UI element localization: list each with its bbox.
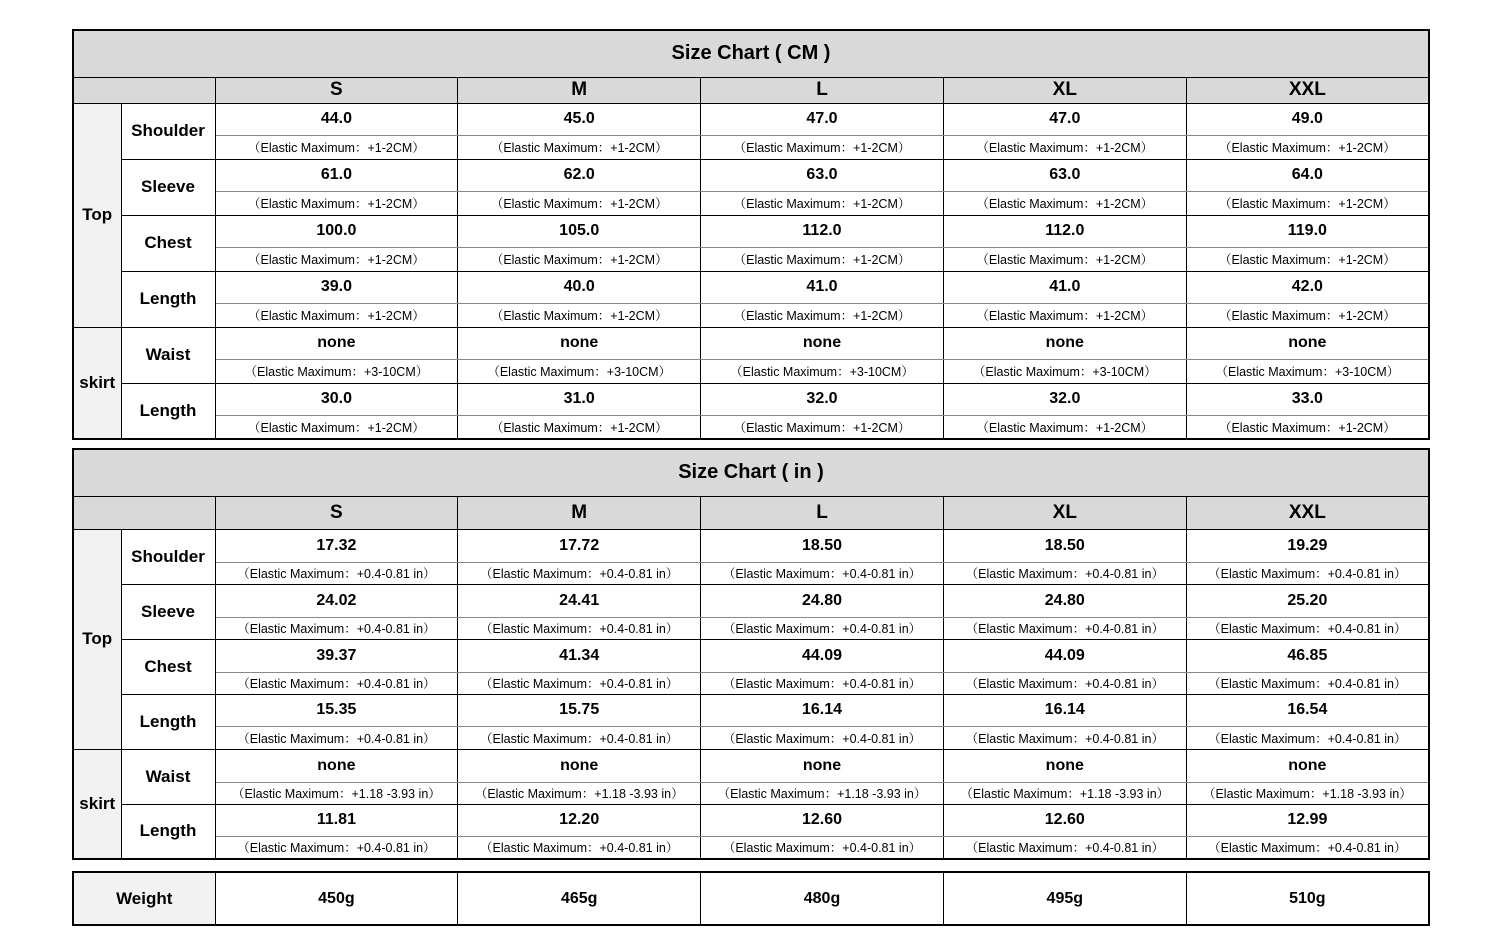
table-row xyxy=(73,383,1429,415)
measure-label: Length xyxy=(121,694,215,749)
measure-value: none xyxy=(458,327,701,359)
elastic-note: （Elastic Maximum：+0.4-0.81 in） xyxy=(458,836,701,859)
elastic-note: （Elastic Maximum：+0.4-0.81 in） xyxy=(701,672,944,694)
measure-label: Chest xyxy=(121,215,215,271)
measure-value: 17.32 xyxy=(215,529,458,562)
measure-value: 47.0 xyxy=(701,103,944,135)
group-label-skirt: skirt xyxy=(73,327,121,439)
elastic-note: （Elastic Maximum：+1-2CM） xyxy=(215,135,458,159)
elastic-note: （Elastic Maximum：+0.4-0.81 in） xyxy=(215,672,458,694)
chart-title-row xyxy=(73,449,1429,496)
elastic-note: （Elastic Maximum：+1-2CM） xyxy=(215,191,458,215)
group-label-top: Top xyxy=(73,103,121,327)
elastic-note: （Elastic Maximum：+1-2CM） xyxy=(1186,247,1429,271)
size-header-row xyxy=(73,77,1429,103)
size-header-m: M xyxy=(458,496,701,529)
group-label-top: Top xyxy=(73,529,121,749)
measure-value: 41.34 xyxy=(458,639,701,672)
measure-label: Waist xyxy=(121,749,215,804)
elastic-note: （Elastic Maximum：+1.18 -3.93 in） xyxy=(943,782,1186,804)
measure-value: 12.60 xyxy=(701,804,944,836)
weight-value-l: 480g xyxy=(701,872,944,925)
measure-value: 45.0 xyxy=(458,103,701,135)
measure-value: none xyxy=(943,749,1186,782)
elastic-note: （Elastic Maximum：+1-2CM） xyxy=(1186,191,1429,215)
table-row-note xyxy=(73,726,1429,749)
table-row xyxy=(73,749,1429,782)
elastic-note: （Elastic Maximum：+3-10CM） xyxy=(1186,359,1429,383)
measure-value: 100.0 xyxy=(215,215,458,247)
size-header-l: L xyxy=(701,77,944,103)
measure-value: none xyxy=(215,327,458,359)
elastic-note: （Elastic Maximum：+1-2CM） xyxy=(458,303,701,327)
table-row-note xyxy=(73,782,1429,804)
elastic-note: （Elastic Maximum：+1-2CM） xyxy=(943,415,1186,439)
measure-value: 41.0 xyxy=(701,271,944,303)
elastic-note: （Elastic Maximum：+1-2CM） xyxy=(458,415,701,439)
measure-value: 44.09 xyxy=(943,639,1186,672)
measure-value: 16.14 xyxy=(943,694,1186,726)
size-header-xl: XL xyxy=(943,77,1186,103)
elastic-note: （Elastic Maximum：+0.4-0.81 in） xyxy=(458,562,701,584)
elastic-note: （Elastic Maximum：+0.4-0.81 in） xyxy=(1186,836,1429,859)
elastic-note: （Elastic Maximum：+1.18 -3.93 in） xyxy=(458,782,701,804)
elastic-note: （Elastic Maximum：+0.4-0.81 in） xyxy=(1186,672,1429,694)
measure-value: 40.0 xyxy=(458,271,701,303)
measure-value: 16.14 xyxy=(701,694,944,726)
elastic-note: （Elastic Maximum：+0.4-0.81 in） xyxy=(943,672,1186,694)
elastic-note: （Elastic Maximum：+3-10CM） xyxy=(215,359,458,383)
measure-value: 25.20 xyxy=(1186,584,1429,617)
measure-label: Length xyxy=(121,383,215,439)
elastic-note: （Elastic Maximum：+0.4-0.81 in） xyxy=(701,617,944,639)
measure-value: 24.80 xyxy=(701,584,944,617)
elastic-note: （Elastic Maximum：+0.4-0.81 in） xyxy=(215,726,458,749)
measure-value: 49.0 xyxy=(1186,103,1429,135)
weight-table xyxy=(72,871,1430,926)
measure-value: 24.02 xyxy=(215,584,458,617)
table-row-note xyxy=(73,303,1429,327)
chart-title-row xyxy=(73,30,1429,77)
elastic-note: （Elastic Maximum：+1-2CM） xyxy=(458,247,701,271)
measure-value: 32.0 xyxy=(701,383,944,415)
measure-value: none xyxy=(701,749,944,782)
measure-value: 12.99 xyxy=(1186,804,1429,836)
measure-label: Chest xyxy=(121,639,215,694)
measure-value: 32.0 xyxy=(943,383,1186,415)
elastic-note: （Elastic Maximum：+0.4-0.81 in） xyxy=(215,562,458,584)
table-row-note xyxy=(73,562,1429,584)
measure-value: none xyxy=(458,749,701,782)
weight-row xyxy=(73,872,1429,925)
elastic-note: （Elastic Maximum：+1-2CM） xyxy=(701,303,944,327)
table-row-note xyxy=(73,617,1429,639)
measure-value: 62.0 xyxy=(458,159,701,191)
measure-label: Shoulder xyxy=(121,103,215,159)
size-chart-in-table xyxy=(72,448,1430,860)
table-row xyxy=(73,159,1429,191)
measure-value: 18.50 xyxy=(701,529,944,562)
measure-value: 119.0 xyxy=(1186,215,1429,247)
elastic-note: （Elastic Maximum：+0.4-0.81 in） xyxy=(1186,562,1429,584)
measure-value: 12.20 xyxy=(458,804,701,836)
measure-value: 42.0 xyxy=(1186,271,1429,303)
table-row xyxy=(73,215,1429,247)
size-header-xxl: XXL xyxy=(1186,77,1429,103)
measure-value: 12.60 xyxy=(943,804,1186,836)
measure-value: 61.0 xyxy=(215,159,458,191)
measure-value: 30.0 xyxy=(215,383,458,415)
size-header-m: M xyxy=(458,77,701,103)
measure-value: 18.50 xyxy=(943,529,1186,562)
elastic-note: （Elastic Maximum：+3-10CM） xyxy=(458,359,701,383)
elastic-note: （Elastic Maximum：+3-10CM） xyxy=(943,359,1186,383)
measure-value: 44.0 xyxy=(215,103,458,135)
size-header-xxl: XXL xyxy=(1186,496,1429,529)
measure-label: Shoulder xyxy=(121,529,215,584)
table-row xyxy=(73,529,1429,562)
measure-value: 112.0 xyxy=(701,215,944,247)
elastic-note: （Elastic Maximum：+1-2CM） xyxy=(943,247,1186,271)
measure-value: none xyxy=(215,749,458,782)
table-row xyxy=(73,271,1429,303)
elastic-note: （Elastic Maximum：+1-2CM） xyxy=(943,135,1186,159)
measure-value: none xyxy=(1186,749,1429,782)
measure-label: Length xyxy=(121,804,215,859)
measure-label: Sleeve xyxy=(121,159,215,215)
chart-title: Size Chart ( CM ) xyxy=(73,30,1429,77)
measure-value: 31.0 xyxy=(458,383,701,415)
measure-value: none xyxy=(1186,327,1429,359)
measure-value: none xyxy=(943,327,1186,359)
measure-value: 64.0 xyxy=(1186,159,1429,191)
elastic-note: （Elastic Maximum：+0.4-0.81 in） xyxy=(458,672,701,694)
table-row xyxy=(73,804,1429,836)
elastic-note: （Elastic Maximum：+1-2CM） xyxy=(943,303,1186,327)
elastic-note: （Elastic Maximum：+0.4-0.81 in） xyxy=(215,836,458,859)
measure-value: 24.80 xyxy=(943,584,1186,617)
elastic-note: （Elastic Maximum：+0.4-0.81 in） xyxy=(943,726,1186,749)
measure-value: 19.29 xyxy=(1186,529,1429,562)
measure-value: 46.85 xyxy=(1186,639,1429,672)
measure-value: 16.54 xyxy=(1186,694,1429,726)
elastic-note: （Elastic Maximum：+1.18 -3.93 in） xyxy=(701,782,944,804)
elastic-note: （Elastic Maximum：+1-2CM） xyxy=(1186,415,1429,439)
elastic-note: （Elastic Maximum：+1.18 -3.93 in） xyxy=(1186,782,1429,804)
weight-label: Weight xyxy=(73,872,215,925)
size-chart-cm-table xyxy=(72,29,1430,440)
weight-value-xxl: 510g xyxy=(1186,872,1429,925)
header-blank-cell xyxy=(73,496,215,529)
elastic-note: （Elastic Maximum：+1-2CM） xyxy=(701,135,944,159)
measure-value: 63.0 xyxy=(943,159,1186,191)
elastic-note: （Elastic Maximum：+1-2CM） xyxy=(943,191,1186,215)
elastic-note: （Elastic Maximum：+1-2CM） xyxy=(458,191,701,215)
size-header-s: S xyxy=(215,496,458,529)
elastic-note: （Elastic Maximum：+1-2CM） xyxy=(701,191,944,215)
elastic-note: （Elastic Maximum：+1-2CM） xyxy=(215,247,458,271)
measure-value: 17.72 xyxy=(458,529,701,562)
measure-value: 15.75 xyxy=(458,694,701,726)
measure-value: 11.81 xyxy=(215,804,458,836)
elastic-note: （Elastic Maximum：+0.4-0.81 in） xyxy=(943,617,1186,639)
measure-label: Sleeve xyxy=(121,584,215,639)
size-chart-in-body xyxy=(73,449,1429,859)
elastic-note: （Elastic Maximum：+0.4-0.81 in） xyxy=(458,617,701,639)
size-header-s: S xyxy=(215,77,458,103)
measure-value: 63.0 xyxy=(701,159,944,191)
elastic-note: （Elastic Maximum：+1-2CM） xyxy=(215,303,458,327)
chart-title: Size Chart ( in ) xyxy=(73,449,1429,496)
table-row-note xyxy=(73,247,1429,271)
measure-value: 39.0 xyxy=(215,271,458,303)
table-row xyxy=(73,694,1429,726)
measure-value: 24.41 xyxy=(458,584,701,617)
measure-value: 44.09 xyxy=(701,639,944,672)
size-header-row xyxy=(73,496,1429,529)
elastic-note: （Elastic Maximum：+0.4-0.81 in） xyxy=(701,562,944,584)
measure-value: 33.0 xyxy=(1186,383,1429,415)
measure-label: Length xyxy=(121,271,215,327)
table-row-note xyxy=(73,359,1429,383)
elastic-note: （Elastic Maximum：+1-2CM） xyxy=(701,415,944,439)
table-row xyxy=(73,584,1429,617)
measure-value: 15.35 xyxy=(215,694,458,726)
measure-value: 112.0 xyxy=(943,215,1186,247)
size-header-xl: XL xyxy=(943,496,1186,529)
table-row-note xyxy=(73,672,1429,694)
table-row xyxy=(73,639,1429,672)
table-row-note xyxy=(73,191,1429,215)
measure-value: 47.0 xyxy=(943,103,1186,135)
elastic-note: （Elastic Maximum：+0.4-0.81 in） xyxy=(701,836,944,859)
elastic-note: （Elastic Maximum：+3-10CM） xyxy=(701,359,944,383)
table-row xyxy=(73,103,1429,135)
elastic-note: （Elastic Maximum：+0.4-0.81 in） xyxy=(215,617,458,639)
size-header-l: L xyxy=(701,496,944,529)
elastic-note: （Elastic Maximum：+1-2CM） xyxy=(1186,135,1429,159)
elastic-note: （Elastic Maximum：+1-2CM） xyxy=(215,415,458,439)
table-row xyxy=(73,327,1429,359)
elastic-note: （Elastic Maximum：+1-2CM） xyxy=(1186,303,1429,327)
elastic-note: （Elastic Maximum：+1-2CM） xyxy=(701,247,944,271)
elastic-note: （Elastic Maximum：+0.4-0.81 in） xyxy=(701,726,944,749)
table-row-note xyxy=(73,135,1429,159)
header-blank-cell xyxy=(73,77,215,103)
size-chart-cm-body xyxy=(73,30,1429,439)
elastic-note: （Elastic Maximum：+0.4-0.81 in） xyxy=(943,836,1186,859)
elastic-note: （Elastic Maximum：+1.18 -3.93 in） xyxy=(215,782,458,804)
weight-value-xl: 495g xyxy=(943,872,1186,925)
elastic-note: （Elastic Maximum：+0.4-0.81 in） xyxy=(1186,726,1429,749)
elastic-note: （Elastic Maximum：+1-2CM） xyxy=(458,135,701,159)
measure-label: Waist xyxy=(121,327,215,383)
measure-value: 41.0 xyxy=(943,271,1186,303)
weight-value-m: 465g xyxy=(458,872,701,925)
measure-value: 39.37 xyxy=(215,639,458,672)
table-row-note xyxy=(73,415,1429,439)
elastic-note: （Elastic Maximum：+0.4-0.81 in） xyxy=(458,726,701,749)
measure-value: 105.0 xyxy=(458,215,701,247)
elastic-note: （Elastic Maximum：+0.4-0.81 in） xyxy=(943,562,1186,584)
elastic-note: （Elastic Maximum：+0.4-0.81 in） xyxy=(1186,617,1429,639)
group-label-skirt: skirt xyxy=(73,749,121,859)
weight-value-s: 450g xyxy=(215,872,458,925)
table-row-note xyxy=(73,836,1429,859)
measure-value: none xyxy=(701,327,944,359)
